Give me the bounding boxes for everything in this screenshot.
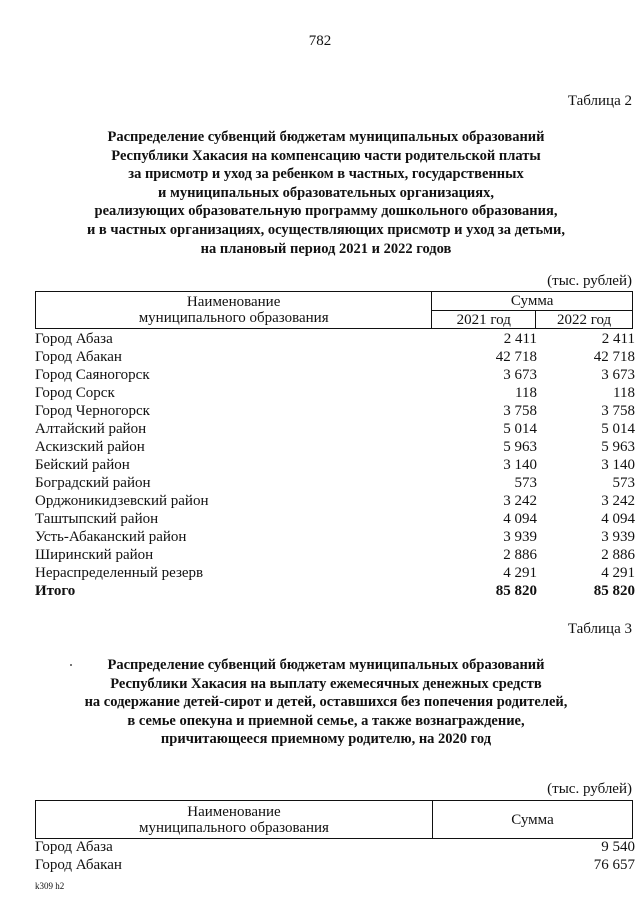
title-line: реализующих образовательную программу дошкольного образования, bbox=[94, 203, 558, 220]
table-row bbox=[35, 384, 635, 402]
table-row bbox=[35, 528, 635, 546]
row-name: Бейский район bbox=[35, 457, 130, 473]
row-name: Боградский район bbox=[35, 475, 151, 491]
row-name: Город Сорск bbox=[35, 385, 115, 401]
row-2022: 3 758 bbox=[601, 403, 635, 419]
row-name: Город Черногорск bbox=[35, 403, 150, 419]
sum-header: Сумма bbox=[432, 292, 633, 311]
table2-title bbox=[20, 128, 632, 258]
row-2022: 118 bbox=[613, 385, 635, 401]
row-name: Орджоникидзевский район bbox=[35, 493, 209, 509]
row-2021: 4 094 bbox=[503, 511, 537, 527]
title-line: и муниципальных образовательных организациях, bbox=[157, 184, 495, 201]
row-2022: 5 963 bbox=[601, 439, 635, 455]
total-label: Итого bbox=[35, 583, 76, 599]
table-row bbox=[35, 366, 635, 384]
row-2022: 5 014 bbox=[601, 421, 635, 437]
year2-header: 2022 год bbox=[536, 311, 633, 329]
row-2022: 42 718 bbox=[593, 349, 635, 365]
row-2022: 3 140 bbox=[601, 457, 635, 473]
table-row bbox=[35, 456, 635, 474]
sum-header: Сумма bbox=[433, 801, 633, 839]
row-2022: 3 242 bbox=[601, 493, 635, 509]
name-header-line2: муниципального образования bbox=[138, 310, 329, 326]
title-line: Республики Хакасия на выплату ежемесячных денежных средств bbox=[110, 675, 542, 692]
row-name: Таштыпский район bbox=[35, 511, 159, 527]
table-row bbox=[35, 474, 635, 492]
table3-body bbox=[35, 838, 635, 874]
table-row bbox=[35, 856, 635, 874]
row-2022: 3 939 bbox=[601, 529, 635, 545]
row-name: Город Абаза bbox=[35, 839, 113, 855]
table-row bbox=[35, 510, 635, 528]
row-value: 9 540 bbox=[601, 839, 635, 855]
row-2021: 5 963 bbox=[503, 439, 537, 455]
name-header bbox=[36, 801, 433, 839]
table-row bbox=[35, 348, 635, 366]
title-line: на содержание детей-сирот и детей, оставшихся без попечения родителей, bbox=[84, 694, 568, 711]
name-header bbox=[36, 292, 432, 329]
row-name: Нераспределенный резерв bbox=[35, 565, 204, 581]
row-name: Алтайский район bbox=[35, 421, 147, 437]
table2-body bbox=[35, 330, 635, 600]
table-row bbox=[35, 420, 635, 438]
row-2022: 573 bbox=[612, 475, 635, 491]
row-name: Аскизский район bbox=[35, 439, 145, 455]
table-row bbox=[35, 402, 635, 420]
name-header-line1: Наименование bbox=[187, 803, 281, 820]
row-2021: 3 939 bbox=[503, 529, 537, 545]
row-2021: 3 758 bbox=[503, 403, 537, 419]
total-row bbox=[35, 582, 635, 600]
table3-label: Таблица 3 bbox=[567, 621, 632, 637]
table-row bbox=[35, 564, 635, 582]
title-line: Распределение субвенций бюджетам муниципальных образований bbox=[107, 129, 545, 145]
table-row bbox=[35, 492, 635, 510]
name-header-line2: муниципального образования bbox=[139, 819, 329, 836]
row-2022: 2 886 bbox=[601, 547, 635, 563]
row-2021: 118 bbox=[515, 385, 537, 401]
table2-header bbox=[35, 291, 633, 329]
row-2022: 4 094 bbox=[601, 511, 635, 527]
row-2021: 3 242 bbox=[503, 493, 537, 509]
table-row bbox=[35, 438, 635, 456]
row-2021: 4 291 bbox=[503, 565, 537, 581]
row-2021: 573 bbox=[514, 475, 537, 491]
row-name: Город Абакан bbox=[35, 349, 122, 365]
total-2022: 85 820 bbox=[593, 583, 635, 599]
row-name: Усть-Абаканский район bbox=[35, 529, 187, 545]
table-row bbox=[35, 330, 635, 348]
name-header-line1: Наименование bbox=[186, 294, 281, 310]
row-name: Город Абаза bbox=[35, 331, 113, 347]
row-2021: 42 718 bbox=[495, 349, 537, 365]
title-line: причитающееся приемному родителю, на 2020 год bbox=[160, 731, 492, 748]
page-number: 782 bbox=[308, 33, 332, 49]
table3-header bbox=[35, 800, 633, 839]
table2-label: Таблица 2 bbox=[567, 93, 632, 109]
row-2021: 3 673 bbox=[503, 367, 537, 383]
row-name: Ширинский район bbox=[35, 547, 154, 563]
title-line: за присмотр и уход за ребенком в частных, государственных bbox=[128, 166, 524, 183]
row-name: Город Саяногорск bbox=[35, 367, 150, 383]
table-row bbox=[35, 546, 635, 564]
year1-header: 2021 год bbox=[432, 311, 536, 329]
table-row bbox=[35, 838, 635, 856]
row-2021: 3 140 bbox=[503, 457, 537, 473]
row-2021: 5 014 bbox=[503, 421, 537, 437]
table3-unit: (тыс. рублей) bbox=[547, 781, 632, 797]
title-line: в семье опекуна и приемной семье, а также вознаграждение, bbox=[127, 712, 525, 729]
total-2021: 85 820 bbox=[495, 583, 537, 599]
row-2022: 4 291 bbox=[601, 565, 635, 581]
title-line: на плановый период 2021 и 2022 годов bbox=[200, 240, 452, 257]
row-name: Город Абакан bbox=[35, 857, 122, 873]
row-2022: 2 411 bbox=[601, 331, 635, 347]
row-2021: 2 411 bbox=[503, 331, 537, 347]
table2-unit: (тыс. рублей) bbox=[547, 273, 632, 289]
row-2021: 2 886 bbox=[503, 547, 537, 563]
title-line: Республики Хакасия на компенсацию части родительской платы bbox=[111, 147, 541, 164]
row-value: 76 657 bbox=[593, 857, 635, 873]
title-line: и в частных организациях, осуществляющих присмотр и уход за детьми, bbox=[86, 221, 566, 238]
table3-title bbox=[20, 656, 632, 749]
title-line: Распределение субвенций бюджетам муниципальных образований bbox=[107, 657, 545, 673]
footer-code: k309 h2 bbox=[35, 881, 65, 891]
row-2022: 3 673 bbox=[601, 367, 635, 383]
